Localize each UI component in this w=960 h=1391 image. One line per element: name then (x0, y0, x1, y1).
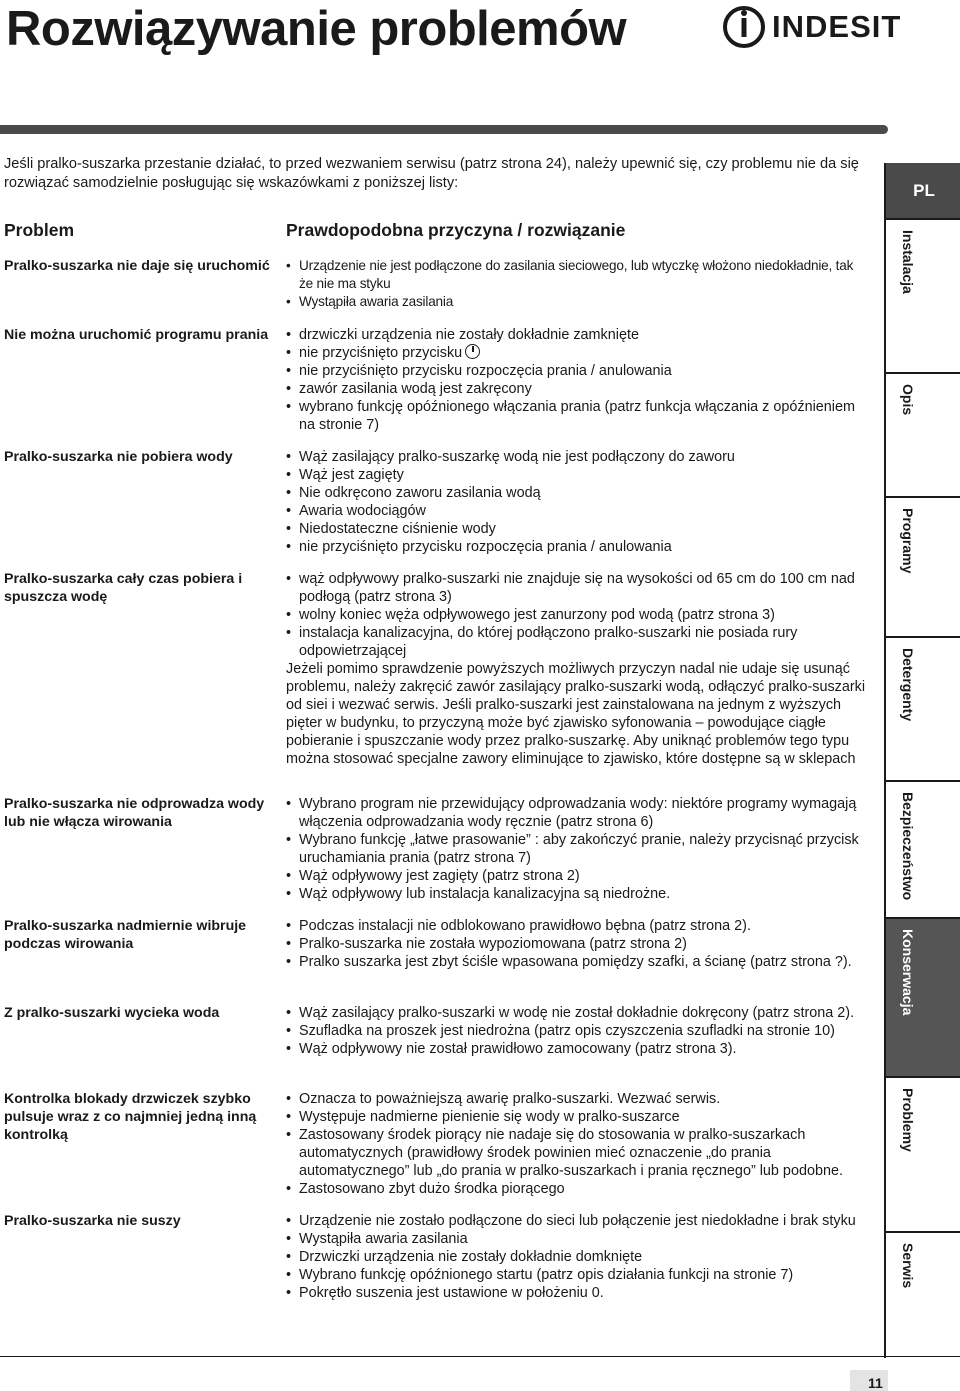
list-item: • Oznacza to poważniejszą awarię pralko-suszarki. Wezwać serwis. (286, 1090, 870, 1108)
cause-list (286, 448, 870, 556)
problem-label: Nie można uruchomić programu prania (4, 327, 269, 343)
list-item: • Zastosowany środek piorący nie nadaje się do stosowania w pralko-suszarkach automatycznych (prawidłowy środek powinien mieć oznaczenie „do prania automatycznego” lub „do prania w pralko-suszarkach i prania ręcznego” lub podobne. (286, 1126, 870, 1180)
problem-label: Pralko-suszarka nie daje się uruchomić (4, 258, 270, 274)
tab-opis[interactable] (886, 372, 960, 498)
list-item: • Wybrano funkcję opóźnionego startu (patrz opis działania funkcji na stronie 7) (286, 1266, 870, 1284)
tab-label: Instalacja (900, 230, 916, 294)
list-item: • zawór zasilania wodą jest zakręcony (286, 380, 870, 398)
problem-label: Pralko-suszarka cały czas pobiera i spuszcza wodę (4, 571, 243, 605)
tab-label: Bezpieczeństwo (900, 792, 916, 901)
list-item: • Urządzenie nie zostało podłączone do sieci lub połączenie jest niedokładne i brak styku (286, 1212, 870, 1230)
list-item: • Wystąpiła awaria zasilania (286, 293, 870, 311)
list-item: • drzwiczki urządzenia nie zostały dokładnie zamknięte (286, 326, 870, 344)
page-title: Rozwiązywanie problemów (6, 2, 627, 56)
list-item: • Wąż jest zagięty (286, 466, 870, 484)
list-item: • wybrano funkcję opóźnionego włączania prania (patrz funkcja włączania z opóźnieniem na stronie 7) (286, 398, 870, 434)
problem-column-header: Problem (4, 220, 75, 240)
list-item: • Wąż odpływowy lub instalacja kanalizacyjna są niedrożne. (286, 885, 870, 903)
brand-logo (722, 4, 902, 50)
tab-label: Konserwacja (900, 929, 916, 1016)
cause-list (286, 917, 870, 971)
list-item: • nie przyciśnięto przycisku rozpoczęcia prania / anulowania (286, 538, 870, 556)
tab-label: Serwis (900, 1243, 916, 1289)
list-item: • Szufladka na proszek jest niedrożna (patrz opis czyszczenia szufladki na stronie 10) (286, 1022, 870, 1040)
cause-list (286, 1004, 870, 1058)
list-item: • Wąż zasilający pralko-suszarki w wodę nie został dokładnie dokręcony (patrz strona 2). (286, 1004, 870, 1022)
problem-label: Kontrolka blokady drzwiczek szybko pulsuje wraz z co najmniej jedną inną kontrolką (4, 1091, 257, 1143)
cause-list (286, 257, 870, 311)
tab-label: Programy (900, 508, 916, 574)
list-item: • nie przyciśnięto przycisku rozpoczęcia prania / anulowania (286, 362, 870, 380)
list-item: • Wybrano program nie przewidujący odprowadzania wody: niektóre programy wymagają włączenia odprowadzania wody ręcznie (patrz strona 6) (286, 795, 870, 831)
cause-list (286, 1212, 870, 1302)
tab-bezpieczenstwo[interactable] (886, 780, 960, 919)
header-divider (0, 125, 888, 134)
list-item: • Pokrętło suszenia jest ustawione w położeniu 0. (286, 1284, 870, 1302)
list-item: • Niedostateczne ciśnienie wody (286, 520, 870, 538)
list-item: • Urządzenie nie jest podłączone do zasilania sieciowego, lub wtyczkę włożono niedokładnie, tak że nie ma styku (286, 257, 870, 293)
list-item: • Wąż odpływowy nie został prawidłowo zamocowany (patrz strona 3). (286, 1040, 870, 1058)
list-item-text: nie przyciśnięto przycisku (299, 345, 463, 361)
tab-label: Problemy (900, 1088, 916, 1152)
list-item: • Podczas instalacji nie odblokowano prawidłowo bębna (patrz strona 2). (286, 917, 870, 935)
list-item: • Drzwiczki urządzenia nie zostały dokładnie domknięte (286, 1248, 870, 1266)
language-badge: PL (886, 163, 960, 218)
list-item: • Wąż zasilający pralko-suszarkę wodą nie jest podłączony do zaworu (286, 448, 870, 466)
section-sidebar (884, 163, 960, 1358)
intro-text: Jeśli pralko-suszarka przestanie działać, to przed wezwaniem serwisu (patrz strona 24), należy upewnić się, czy problemu nie da się rozwiązać samodzielnie posługując się wskazówkami z poniższej listy: (4, 156, 859, 191)
list-item: • Wąż odpływowy jest zagięty (patrz strona 2) (286, 867, 870, 885)
tab-label: Detergenty (900, 648, 916, 722)
page-number: 11 (868, 1375, 883, 1391)
tab-programy[interactable] (886, 496, 960, 638)
list-item: • wolny koniec węża odpływowego jest zanurzony pod wodą (patrz strona 3) (286, 606, 870, 624)
list-item: • Pralko-suszarka nie została wypoziomowana (patrz strona 2) (286, 935, 870, 953)
tab-label: Opis (900, 384, 916, 416)
cause-list (286, 570, 870, 768)
problem-label: Z pralko-suszarki wycieka woda (4, 1005, 220, 1021)
tab-instalacja[interactable] (886, 218, 960, 374)
cause-list (286, 326, 870, 434)
cause-column-header: Prawdopodobna przyczyna / rozwiązanie (286, 220, 626, 240)
tab-detergenty[interactable] (886, 636, 960, 782)
list-item: • Awaria wodociągów (286, 502, 870, 520)
tab-konserwacja[interactable] (886, 917, 960, 1078)
tab-problemy[interactable] (886, 1076, 960, 1233)
power-button-icon (465, 344, 480, 359)
list-item: • instalacja kanalizacyjna, do której podłączono pralko-suszarki nie posiada rury odpowietrzającej (286, 624, 870, 660)
problem-label: Pralko-suszarka nie suszy (4, 1213, 181, 1229)
footer-divider (0, 1356, 960, 1357)
indesit-logo-icon (722, 4, 768, 50)
list-item: • wąż odpływowy pralko-suszarki nie znajduje się na wysokości od 65 cm do 100 cm nad podłogą (patrz strona 3) (286, 570, 870, 606)
problem-label: Pralko-suszarka nie odprowadza wody lub nie włącza wirowania (4, 796, 265, 830)
problem-label: Pralko-suszarka nie pobiera wody (4, 449, 233, 465)
list-item: • Pralko suszarka jest zbyt ściśle wpasowana pomiędzy szafki, a ścianę (patrz strona ?). (286, 953, 870, 971)
list-item: • Wystąpiła awaria zasilania (286, 1230, 870, 1248)
cause-list (286, 795, 870, 903)
list-item: • Zastosowano zbyt dużo środka piorącego (286, 1180, 870, 1198)
tab-serwis[interactable] (886, 1231, 960, 1360)
siphon-note: Jeżeli pomimo sprawdzenie powyższych możliwych przyczyn nadal nie udaje się usunąć problemu, należy zakręcić zawór zasilający pralko-suszarki wodą, odłączyć pralko-suszarki od siei i wezwać serwis. Jeśli pralko-suszarki jest zainstalowana na jednym z wyższych pięter w budynku, to przyczyną może być zjawisko syfonowania – powodujące ciągłe pobieranie i spuszczanie wody przez pralko-suszarkę. Aby uniknąć problemów tego typu można stosować specjalne zawory eliminujące to zjawisko, które dostępne są w sklepach (286, 661, 866, 767)
problem-label: Pralko-suszarka nadmiernie wibruje podczas wirowania (4, 918, 247, 952)
cause-list (286, 1090, 870, 1198)
list-item: • Występuje nadmierne pienienie się wody w pralko-suszarce (286, 1108, 870, 1126)
brand-name: INDESIT (772, 9, 902, 44)
list-item (286, 344, 870, 362)
list-item: • Wybrano funkcję „łatwe prasowanie” : aby zakończyć pranie, należy przycisnąć przycisk uruchamiania prania (patrz strona 7) (286, 831, 870, 867)
list-item: • Nie odkręcono zaworu zasilania wodą (286, 484, 870, 502)
